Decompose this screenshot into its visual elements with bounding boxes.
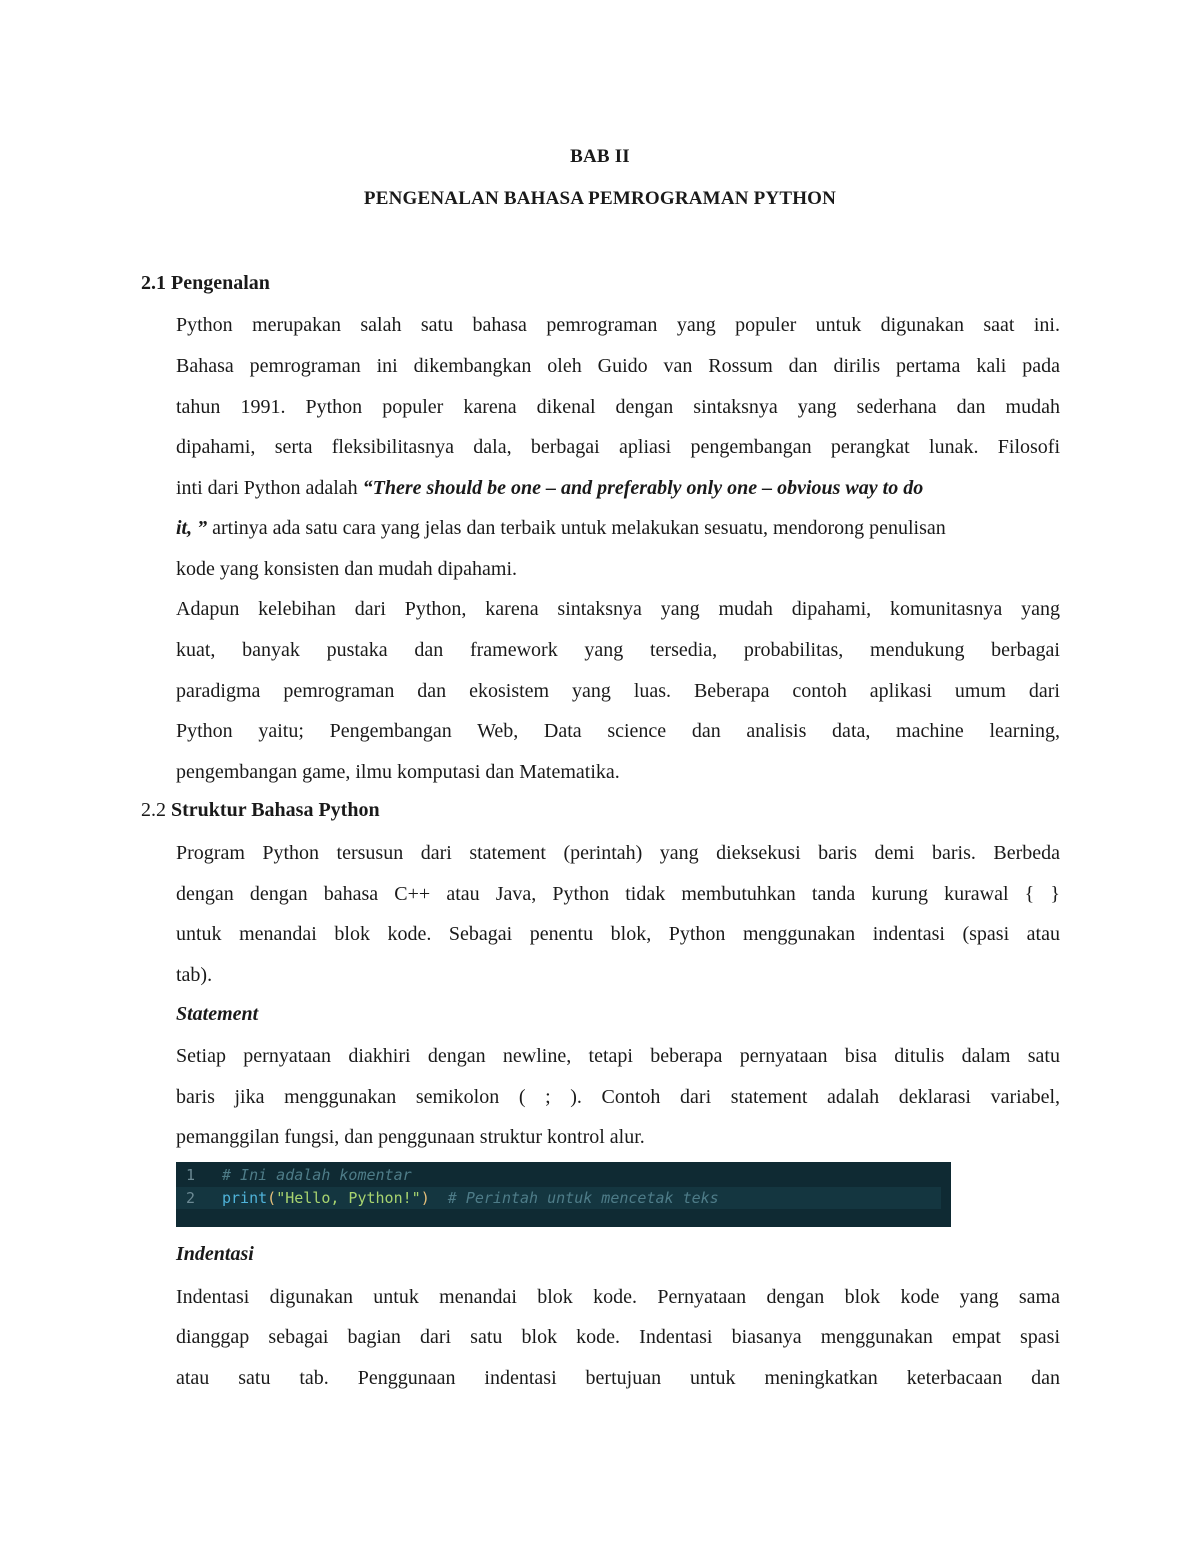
paragraph-line: baris jika menggunakan semikolon ( ; ). Contoh dari statement adalah deklarasi variabel, [176, 1086, 1060, 1108]
code-comment: # Perintah untuk mencetak teks [447, 1189, 719, 1207]
philosophy-quote: “There should be one – and preferably only one – obvious way to do [362, 477, 924, 499]
code-string: "Hello, Python!" [276, 1189, 421, 1207]
paragraph-line: dipahami, serta fleksibilitasnya dala, berbagai apliasi pengembangan perangkat lunak. Filosofi [176, 436, 1060, 458]
code-function: print [222, 1189, 268, 1207]
paragraph-line: atau satu tab. Penggunaan indentasi bertujuan untuk meningkatkan keterbacaan dan [176, 1367, 1060, 1389]
code-line [176, 1164, 951, 1186]
paragraph-line: pengembangan game, ilmu komputasi dan Matematika. [176, 761, 620, 783]
paragraph-line: dengan dengan bahasa C++ atau Java, Python tidak membutuhkan tanda kurung kurawal { } [176, 883, 1060, 905]
paragraph-line: dianggap sebagai bagian dari satu blok kode. Indentasi biasanya menggunakan empat spasi [176, 1326, 1060, 1348]
line-number: 2 [186, 1189, 196, 1207]
paragraph-line: Python merupakan salah satu bahasa pemrograman yang populer untuk digunakan saat ini. [176, 314, 1060, 336]
philosophy-quote-end: it, ” [176, 517, 208, 539]
paragraph-line: untuk menandai blok kode. Sebagai penentu blok, Python menggunakan indentasi (spasi atau [176, 923, 1060, 945]
paragraph-line: Program Python tersusun dari statement (perintah) yang dieksekusi baris demi baris. Berbeda [176, 842, 1060, 864]
code-comment: # Ini adalah komentar [222, 1166, 412, 1184]
paragraph-line: Setiap pernyataan diakhiri dengan newline, tetapi beberapa pernyataan bisa ditulis dalam satu [176, 1045, 1060, 1067]
paragraph-line: tahun 1991. Python populer karena dikenal dengan sintaksnya yang sederhana dan mudah [176, 396, 1060, 418]
chapter-label: BAB II [570, 146, 630, 167]
paragraph-line: kode yang konsisten dan mudah dipahami. [176, 558, 518, 580]
paragraph-line: Bahasa pemrograman ini dikembangkan oleh Guido van Rossum dan dirilis pertama kali pada [176, 355, 1060, 377]
section-heading-2-2: 2.2 Struktur Bahasa Python [141, 799, 380, 821]
paragraph-line-quote-end: it, ” artinya ada satu cara yang jelas dan terbaik untuk melakukan sesuatu, mendorong penulisan [176, 517, 946, 539]
code-snippet [176, 1162, 951, 1227]
paragraph-line: tab). [176, 964, 213, 986]
paragraph-line: Adapun kelebihan dari Python, karena sintaksnya yang mudah dipahami, komunitasnya yang [176, 598, 1060, 620]
paragraph-line: pemanggilan fungsi, dan penggunaan struktur kontrol alur. [176, 1126, 645, 1148]
paragraph-line: kuat, banyak pustaka dan framework yang tersedia, probabilitas, mendukung berbagai [176, 639, 1060, 661]
statement-heading: Statement [176, 1003, 259, 1025]
paragraph-line: Python yaitu; Pengembangan Web, Data science dan analisis data, machine learning, [176, 720, 1060, 742]
paragraph-line: paradigma pemrograman dan ekosistem yang luas. Beberapa contoh aplikasi umum dari [176, 680, 1060, 702]
chapter-title: PENGENALAN BAHASA PEMROGRAMAN PYTHON [363, 188, 837, 209]
code-line: 2 print("Hello, Python!") # Perintah untuk mencetak teks [176, 1187, 941, 1209]
line-number: 1 [186, 1166, 196, 1184]
indentasi-heading: Indentasi [176, 1243, 254, 1265]
paragraph-line: Indentasi digunakan untuk menandai blok kode. Pernyataan dengan blok kode yang sama [176, 1286, 1060, 1308]
section-heading-2-1: 2.1 Pengenalan [141, 272, 270, 294]
paragraph-line-quote: inti dari Python adalah “There should be one – and preferably only one – obvious way to do [176, 477, 924, 499]
